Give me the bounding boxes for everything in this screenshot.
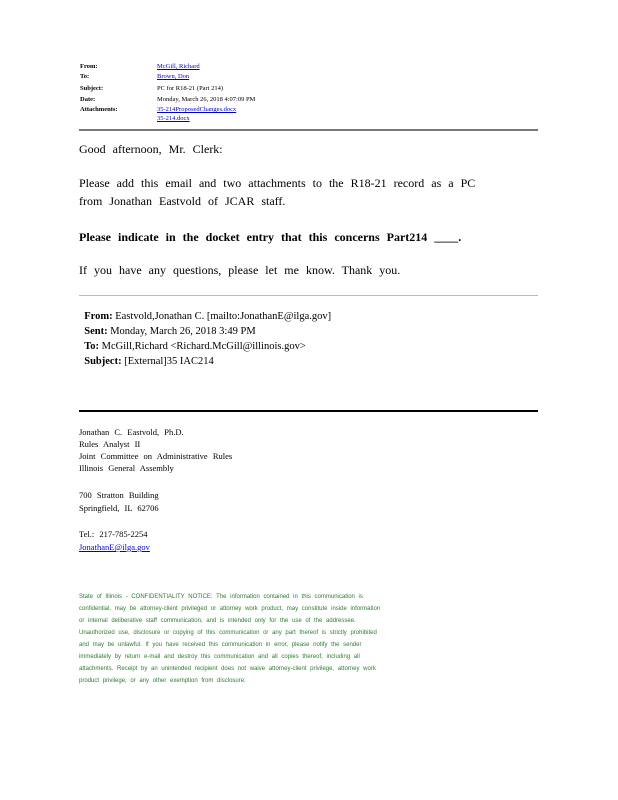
signature-divider	[79, 410, 538, 412]
forwarded-sent-label: Sent:	[84, 326, 108, 337]
signature-org-1: Joint Committee on Administrative Rules	[79, 451, 233, 461]
body-paragraph-3: If you have any questions, please let me know. Thank you.	[79, 263, 401, 277]
date-label: Date:	[80, 96, 96, 103]
subject-label: Subject:	[80, 85, 104, 92]
confidentiality-line: State of Illinois - CONFIDENTIALITY NOTICE: The information contained in this communication is	[79, 594, 363, 600]
forward-divider	[79, 295, 538, 296]
to-value[interactable]: Brown, Don	[157, 73, 190, 80]
confidentiality-line: Unauthorized use, disclosure or copying of this communication or any part thereof is strictly prohibited	[79, 630, 377, 636]
attachment-link[interactable]: 35-214.docx	[157, 115, 190, 122]
signature-address-2: Springfield, IL 62706	[79, 503, 159, 513]
signature-address-1: 700 Stratton Building	[79, 490, 159, 500]
header-divider	[79, 129, 538, 131]
confidentiality-line: or internal deliberative staff communication, and is intended only for the use of the addressee.	[79, 618, 356, 624]
body-paragraph-1-line-2: from Jonathan Eastvold of JCAR staff.	[79, 194, 286, 208]
from-label: From:	[80, 63, 98, 70]
signature-title: Rules Analyst II	[79, 439, 141, 449]
forwarded-from-label: From:	[84, 311, 113, 322]
confidentiality-line: product privilege, or any other exemption from disclosure.	[79, 678, 246, 684]
attachment-link[interactable]: 35-214ProposedChanges.docx	[157, 106, 237, 113]
body-paragraph-1-line-1: Please add this email and two attachments to the R18-21 record as a PC	[79, 176, 476, 190]
subject-value: PC for R18-21 (Part 214)	[157, 85, 224, 92]
signature-email-link[interactable]: JonathanE@ilga.gov	[79, 542, 150, 552]
body-paragraph-2: Please indicate in the docket entry that this concerns Part214 ____.	[79, 230, 462, 244]
to-label: To:	[80, 73, 90, 80]
forwarded-to-value: McGill,Richard <Richard.McGill@illinois.gov>	[101, 341, 306, 352]
forwarded-from-value: Eastvold,Jonathan C. [mailto:JonathanE@ilga.gov]	[115, 311, 332, 322]
from-value[interactable]: McGill, Richard	[157, 63, 200, 70]
date-value: Monday, March 26, 2018 4:07:09 PM	[157, 96, 256, 103]
forwarded-sent-value: Monday, March 26, 2018 3:49 PM	[110, 326, 256, 337]
signature-org-2: Illinois General Assembly	[79, 463, 174, 473]
forwarded-subject-value: [External]35 IAC214	[124, 356, 214, 367]
attachments-label: Attachments:	[80, 106, 118, 113]
forwarded-to-label: To:	[84, 341, 100, 352]
signature-phone: Tel.: 217-785-2254	[79, 529, 148, 539]
confidentiality-line: attachments. Receipt by an unintended recipient does not waive attorney-client privilege, attorney work	[79, 666, 376, 672]
greeting: Good afternoon, Mr. Clerk:	[79, 142, 223, 156]
forwarded-subject-label: Subject:	[84, 356, 122, 367]
confidentiality-line: immediately by return e-mail and destroy this communication and all copies thereof, including all	[79, 654, 360, 660]
forwarded-subject	[79, 345, 214, 367]
confidentiality-line: and may be unlawful. If you have received this communication in error, please notify the sender	[79, 642, 362, 648]
confidentiality-line: confidential, may be attorney-client privileged or attorney work product, may constitute inside information	[79, 606, 381, 612]
signature-name: Jonathan C. Eastvold, Ph.D.	[79, 427, 184, 437]
